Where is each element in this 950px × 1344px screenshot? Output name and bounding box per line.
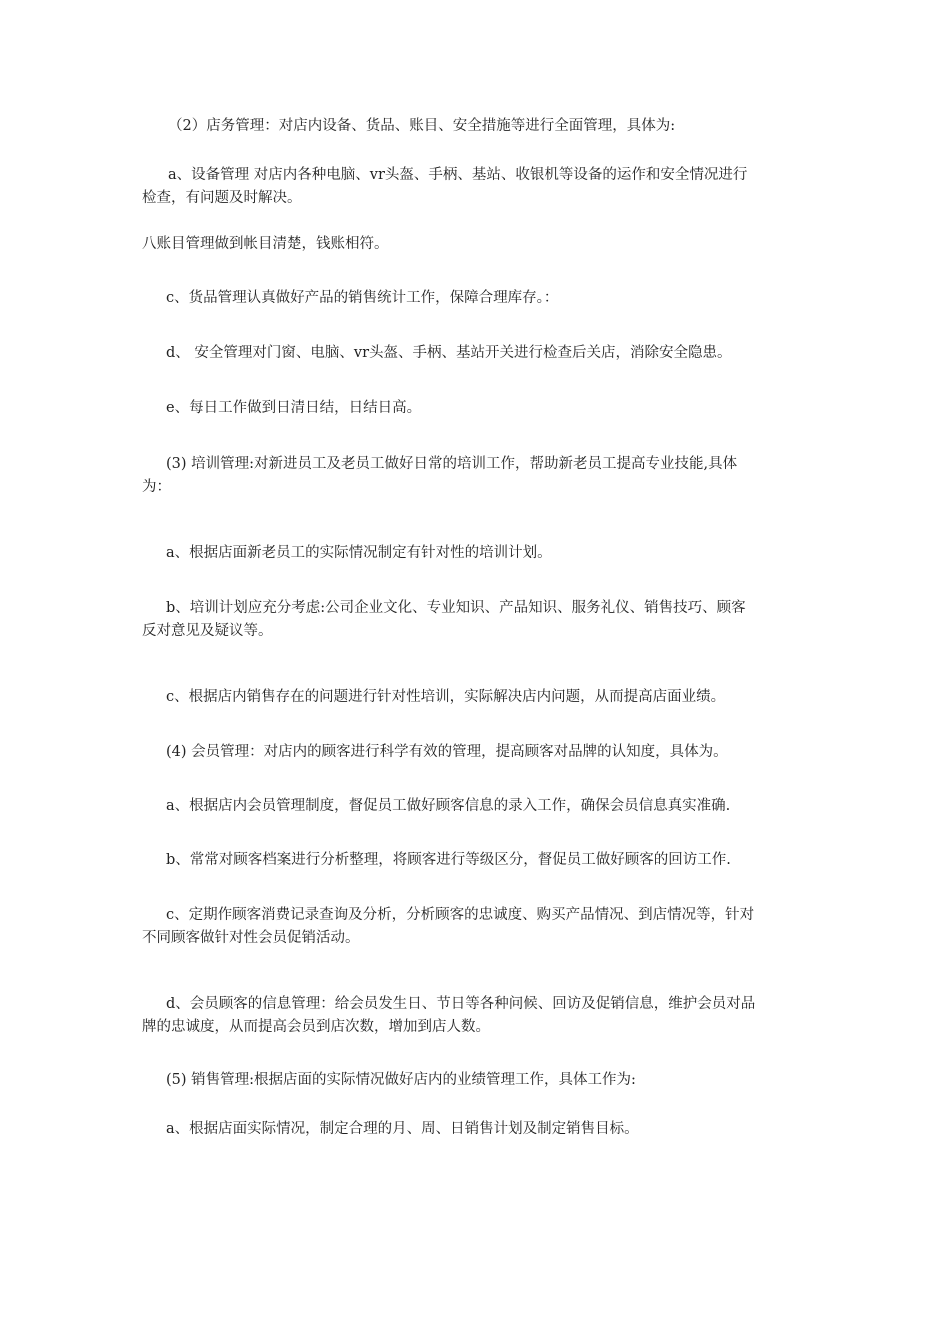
paragraph-consumption-analysis <box>142 904 842 950</box>
paragraph-line: 为： <box>142 479 171 495</box>
paragraph-training-content <box>142 597 842 643</box>
paragraph-line: c、货品管理认真做好产品的销售统计工作，保障合理库存。： <box>166 290 559 306</box>
paragraph-line: 牌的忠诚度，从而提高会员到店次数，增加到店人数。 <box>142 1019 490 1035</box>
paragraph-line: a、根据店面实际情况，制定合理的月、周、日销售计划及制定销售目标。 <box>166 1121 639 1137</box>
paragraph-line: 检查，有问题及时解决。 <box>142 190 302 206</box>
paragraph-line: 反对意见及疑议等。 <box>142 623 273 639</box>
section-4-heading <box>166 741 842 764</box>
paragraph-line: a、根据店面新老员工的实际情况制定有针对性的培训计划。 <box>166 545 552 561</box>
paragraph-equipment-management <box>142 164 844 210</box>
section-3-heading <box>142 453 842 499</box>
paragraph-line: c、根据店内销售存在的问题进行针对性培训，实际解决店内问题，从而提高店面业绩。 <box>166 689 726 705</box>
paragraph-line: d、会员顾客的信息管理：给会员发生日、节日等各种问候、回访及促销信息，维护会员对品 <box>166 996 756 1012</box>
paragraph-line: a、设备管理 对店内各种电脑、vr头盔、手柄、基站、收银机等设备的运作和安全情况进行 <box>168 167 748 183</box>
paragraph-member-info-management <box>142 993 842 1039</box>
paragraph-line: c、定期作顾客消费记录查询及分析，分析顾客的忠诚度、购买产品情况、到店情况等，针对 <box>166 907 755 923</box>
paragraph-line: 不同顾客做针对性会员促销活动。 <box>142 930 360 946</box>
paragraph-accounts-management <box>142 233 818 256</box>
paragraph-customer-archive <box>166 849 842 872</box>
section-5-heading <box>166 1069 842 1092</box>
paragraph-goods-management <box>166 287 842 310</box>
paragraph-line: （2）店务管理：对店内设备、货品、账目、安全措施等进行全面管理，具体为: <box>168 118 676 134</box>
paragraph-targeted-training <box>166 686 842 709</box>
paragraph-safety-management <box>166 342 842 365</box>
paragraph-line: d、 安全管理对门窗、电脑、vr头盔、手柄、基站开关进行检查后关店，消除安全隐患。 <box>166 345 732 361</box>
paragraph-line: (5) 销售管理:根据店面的实际情况做好店内的业绩管理工作，具体工作为: <box>166 1072 636 1088</box>
paragraph-line: b、培训计划应充分考虑:公司企业文化、专业知识、产品知识、服务礼仪、销售技巧、顾客 <box>166 600 746 616</box>
paragraph-line: b、常常对顾客档案进行分析整理，将顾客进行等级区分，督促员工做好顾客的回访工作. <box>166 852 731 868</box>
paragraph-line: (3) 培训管理:对新进员工及老员工做好日常的培训工作，帮助新老员工提高专业技能,具体 <box>166 456 738 472</box>
paragraph-line: a、根据店内会员管理制度，督促员工做好顾客信息的录入工作，确保会员信息真实准确. <box>166 798 731 814</box>
paragraph-sales-plan <box>166 1118 842 1141</box>
paragraph-line: e、每日工作做到日清日结，日结日高。 <box>166 400 422 416</box>
paragraph-training-plan <box>166 542 842 565</box>
paragraph-member-info-entry <box>166 795 842 818</box>
paragraph-daily-work <box>166 397 842 420</box>
paragraph-line: 八账目管理做到帐目清楚，钱账相符。 <box>142 236 389 252</box>
section-2-heading <box>168 115 844 138</box>
paragraph-line: (4) 会员管理：对店内的顾客进行科学有效的管理，提高顾客对品牌的认知度，具体为。 <box>166 744 728 760</box>
